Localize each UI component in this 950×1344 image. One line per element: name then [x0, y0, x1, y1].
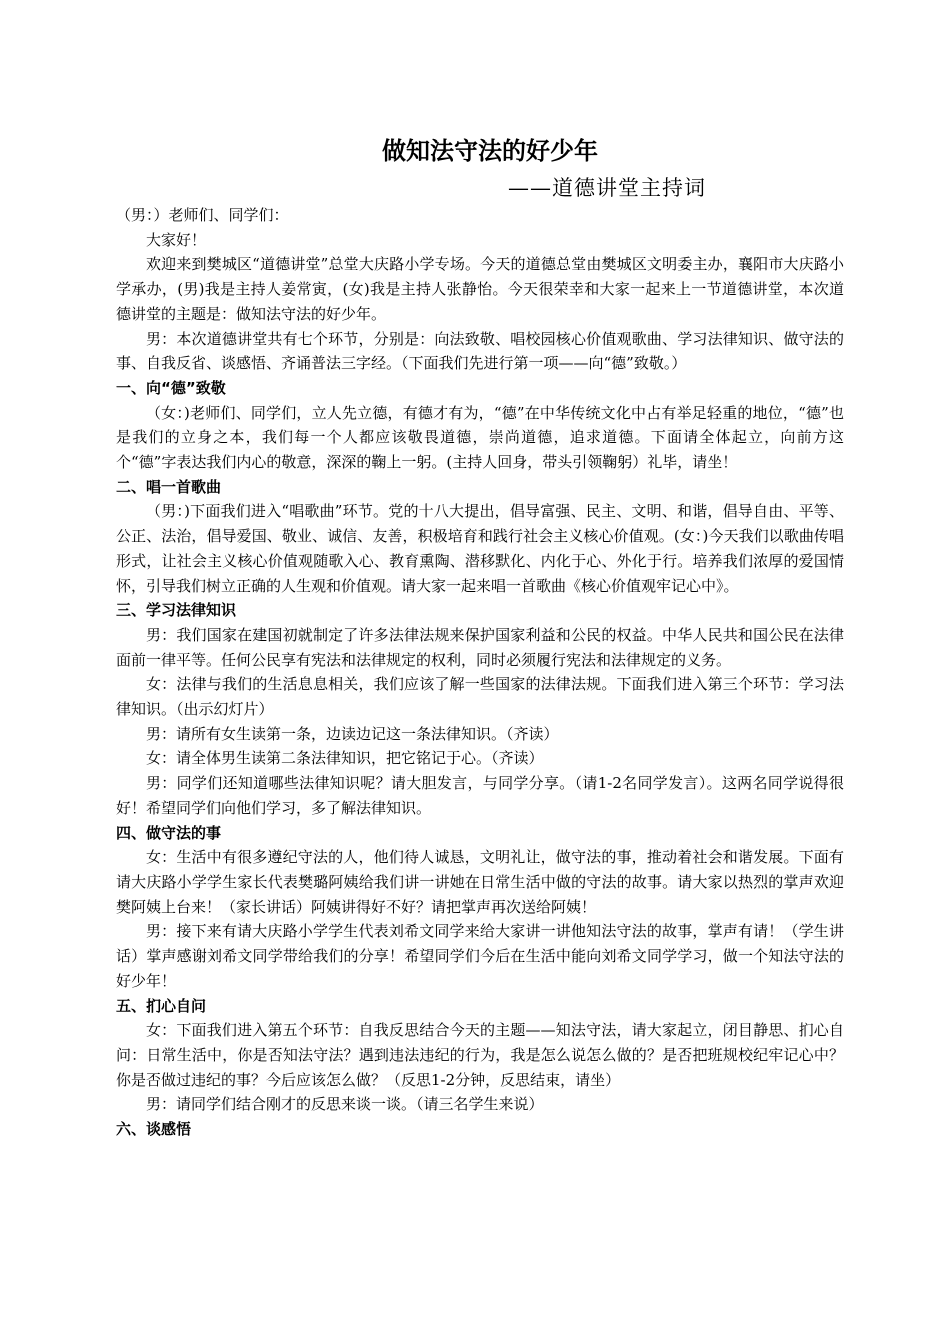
- intro-hello: 大家好！: [146, 230, 207, 249]
- section-heading: 六、谈感悟: [116, 1120, 192, 1139]
- section-paragraph: 女：下面我们进入第五个环节：自我反思结合今天的主题——知法守法，请大家起立，闭目静思、扪心自问：日常生活中，你是否知法守法？遇到违法违纪的行为，我是怎么说怎么做的？是否把班规校纪牢记心中？你是否做过违纪的事？今后应该怎么做？（反思1-2分钟，反思结束，请坐）: [116, 1021, 844, 1089]
- document-subtitle: ——道德讲堂主持词: [508, 176, 706, 200]
- intro-greeting: （男：）老师们、同学们：: [116, 206, 289, 224]
- section-paragraph: 女：生活中有很多遵纪守法的人，他们待人诚恳，文明礼让，做守法的事，推动着社会和谐发展。下面有请大庆路小学学生家长代表樊璐阿姨给我们讲一讲她在日常生活中做的守法的故事。请大家以热烈的掌声欢迎樊阿姨上台来！（家长讲话）阿姨讲得好不好？请把掌声再次送给阿姨！: [116, 848, 844, 916]
- section-heading: 二、唱一首歌曲: [116, 477, 222, 496]
- intro-paragraph: 欢迎来到樊城区“道德讲堂”总堂大庆路小学专场。今天的道德总堂由樊城区文明委主办，襄阳市大庆路小学承办，(男)我是主持人姜常寅，(女)我是主持人张静怡。今天很荣幸和大家一起来上一节道德讲堂，本次道德讲堂的主题是：做知法守法的好少年。: [116, 255, 844, 323]
- section-heading: 三、学习法律知识: [116, 601, 237, 620]
- section-paragraph: （女：)老师们、同学们，立人先立德，有德才有为，“德”在中华传统文化中占有举足轻重的地位，“德”也是我们的立身之本，我们每一个人都应该敬畏道德，崇尚道德，追求道德。下面请全体起立，向前方这个“德”字表达我们内心的敬意，深深的鞠上一躬。(主持人回身，带头引领鞠躬）礼毕，请坐！: [116, 403, 844, 472]
- section-paragraph: 女：请全体男生读第二条法律知识，把它铭记于心。（齐读）: [146, 749, 544, 768]
- document-body: [116, 203, 844, 1142]
- section-paragraph: 男：接下来有请大庆路小学学生代表刘希文同学来给大家讲一讲他知法守法的故事，掌声有请！（学生讲话）掌声感谢刘希文同学带给我们的分享！希望同学们今后在生活中能向刘希文同学学习，做一个知法守法的好少年！: [116, 922, 844, 990]
- section-paragraph: 女：法律与我们的生活息息相关，我们应该了解一些国家的法律法规。下面我们进入第三个环节：学习法律知识。（出示幻灯片）: [116, 675, 844, 719]
- document-title: 做知法守法的好少年: [382, 137, 598, 165]
- intro-paragraph: 男：本次道德讲堂共有七个环节，分别是：向法致敬、唱校园核心价值观歌曲、学习法律知识、做守法的事、自我反省、谈感悟、齐诵普法三字经。（下面我们先进行第一项——向“德”致敬。）: [116, 329, 844, 373]
- section-paragraph: 男：我们国家在建国初就制定了许多法律法规来保护国家利益和公民的权益。中华人民共和国公民在法律面前一律平等。任何公民享有宪法和法律规定的权利，同时必须履行宪法和法律规定的义务。: [116, 625, 844, 669]
- section-paragraph: （男：)下面我们进入“唱歌曲”环节。党的十八大提出，倡导富强、民主、文明、和谐，倡导自由、平等、公正、法治，倡导爱国、敬业、诚信、友善，积极培育和践行社会主义核心价值观。(女：)今天我们以歌曲传唱形式，让社会主义核心价值观随歌入心、教育熏陶、潜移默化、内化于心、外化于行。培养我们浓厚的爱国情怀，引导我们树立正确的人生观和价值观。请大家一起来唱一首歌曲《核心价值观牢记心中》。: [116, 502, 844, 595]
- section-paragraph: 男：请同学们结合刚才的反思来谈一谈。（请三名学生来说）: [146, 1095, 544, 1114]
- section-heading: 四、做守法的事: [116, 823, 222, 842]
- section-heading: 五、扪心自问: [116, 996, 207, 1015]
- section-paragraph: 男：请所有女生读第一条，边读边记这一条法律知识。（齐读）: [146, 724, 559, 743]
- section-paragraph: 男：同学们还知道哪些法律知识呢？请大胆发言，与同学分享。（请1-2名同学发言）。这两名同学说得很好！希望同学们向他们学习，多了解法律知识。: [116, 774, 844, 817]
- section-heading: 一、向“德”致敬: [116, 378, 226, 397]
